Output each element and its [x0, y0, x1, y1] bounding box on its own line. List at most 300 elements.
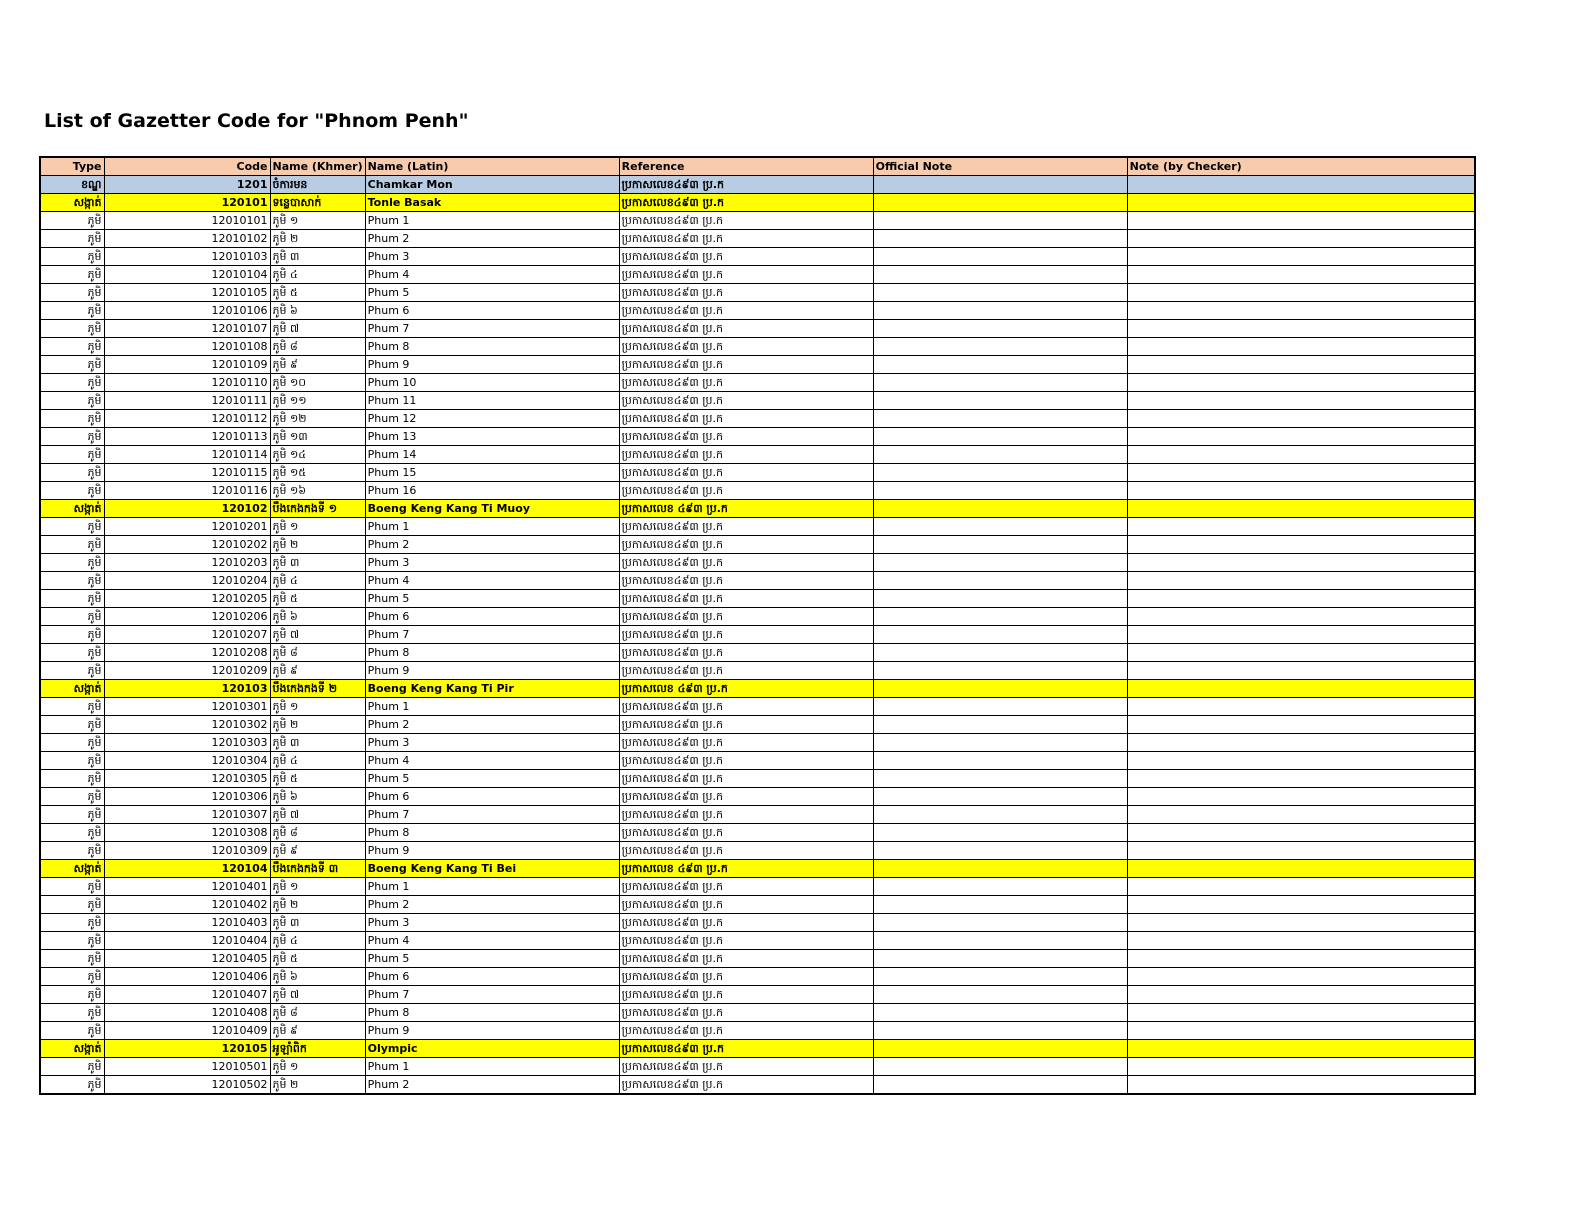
cell-official-note	[873, 374, 1127, 392]
cell-name-khmer: ភូមិ ១	[270, 1058, 365, 1076]
cell-checker-note	[1127, 410, 1475, 428]
cell-name-latin: Phum 1	[365, 212, 619, 230]
cell-code: 12010202	[104, 536, 270, 554]
cell-checker-note	[1127, 302, 1475, 320]
cell-checker-note	[1127, 1022, 1475, 1040]
header-official-note: Official Note	[873, 157, 1127, 176]
cell-type: ភូមិ	[40, 284, 104, 302]
cell-reference: ប្រកាសលេខ៤៩៣ ប្រ.ក	[619, 788, 873, 806]
cell-official-note	[873, 356, 1127, 374]
village-row	[40, 608, 1475, 626]
cell-type: សង្កាត់	[40, 680, 104, 698]
cell-checker-note	[1127, 428, 1475, 446]
cell-checker-note	[1127, 482, 1475, 500]
cell-name-latin: Phum 12	[365, 410, 619, 428]
cell-reference: ប្រកាសលេខ ៤៩៣ ប្រ.ក	[619, 860, 873, 878]
village-row	[40, 518, 1475, 536]
cell-checker-note	[1127, 500, 1475, 518]
cell-name-khmer: ភូមិ ១០	[270, 374, 365, 392]
cell-checker-note	[1127, 896, 1475, 914]
cell-checker-note	[1127, 446, 1475, 464]
cell-official-note	[873, 680, 1127, 698]
cell-type: ភូមិ	[40, 770, 104, 788]
cell-checker-note	[1127, 212, 1475, 230]
cell-official-note	[873, 230, 1127, 248]
village-row	[40, 698, 1475, 716]
cell-checker-note	[1127, 1004, 1475, 1022]
cell-name-latin: Phum 2	[365, 536, 619, 554]
cell-code: 12010206	[104, 608, 270, 626]
cell-checker-note	[1127, 284, 1475, 302]
cell-type: ភូមិ	[40, 212, 104, 230]
cell-code: 12010205	[104, 590, 270, 608]
cell-name-latin: Phum 6	[365, 788, 619, 806]
cell-checker-note	[1127, 608, 1475, 626]
village-row	[40, 482, 1475, 500]
cell-name-khmer: ភូមិ ២	[270, 230, 365, 248]
cell-name-latin: Phum 9	[365, 1022, 619, 1040]
cell-checker-note	[1127, 662, 1475, 680]
village-row	[40, 284, 1475, 302]
cell-code: 1201	[104, 176, 270, 194]
village-row	[40, 356, 1475, 374]
cell-type: ភូមិ	[40, 752, 104, 770]
cell-code: 12010401	[104, 878, 270, 896]
cell-name-khmer: អូឡាំពិក	[270, 1040, 365, 1058]
cell-checker-note	[1127, 752, 1475, 770]
cell-name-latin: Phum 6	[365, 968, 619, 986]
cell-name-latin: Phum 2	[365, 1076, 619, 1095]
cell-official-note	[873, 1004, 1127, 1022]
cell-code: 12010104	[104, 266, 270, 284]
village-row	[40, 842, 1475, 860]
cell-code: 12010115	[104, 464, 270, 482]
village-row	[40, 896, 1475, 914]
cell-checker-note	[1127, 464, 1475, 482]
cell-checker-note	[1127, 230, 1475, 248]
cell-reference: ប្រកាសលេខ៤៩៣ ប្រ.ក	[619, 482, 873, 500]
cell-code: 12010404	[104, 932, 270, 950]
cell-code: 12010112	[104, 410, 270, 428]
cell-name-latin: Phum 9	[365, 356, 619, 374]
cell-reference: ប្រកាសលេខ៤៩៣ ប្រ.ក	[619, 338, 873, 356]
village-row	[40, 950, 1475, 968]
cell-code: 12010203	[104, 554, 270, 572]
cell-name-khmer: ភូមិ ៧	[270, 320, 365, 338]
cell-name-khmer: បឹងកេងកងទី ២	[270, 680, 365, 698]
cell-type: ភូមិ	[40, 392, 104, 410]
cell-checker-note	[1127, 770, 1475, 788]
cell-reference: ប្រកាសលេខ៤៩៣ ប្រ.ក	[619, 176, 873, 194]
header-name-khmer: Name (Khmer)	[270, 157, 365, 176]
village-row	[40, 212, 1475, 230]
cell-reference: ប្រកាសលេខ៤៩៣ ប្រ.ក	[619, 968, 873, 986]
cell-type: សង្កាត់	[40, 860, 104, 878]
cell-name-khmer: ភូមិ ៣	[270, 248, 365, 266]
cell-official-note	[873, 536, 1127, 554]
cell-checker-note	[1127, 716, 1475, 734]
cell-name-khmer: ភូមិ ៥	[270, 590, 365, 608]
cell-type: ភូមិ	[40, 626, 104, 644]
cell-type: ភូមិ	[40, 878, 104, 896]
cell-name-latin: Phum 5	[365, 950, 619, 968]
cell-reference: ប្រកាសលេខ៤៩៣ ប្រ.ក	[619, 644, 873, 662]
village-row	[40, 554, 1475, 572]
village-row	[40, 320, 1475, 338]
commune-row	[40, 680, 1475, 698]
village-row	[40, 968, 1475, 986]
cell-name-khmer: ភូមិ ១៣	[270, 428, 365, 446]
cell-name-khmer: ភូមិ ១៦	[270, 482, 365, 500]
cell-name-latin: Phum 4	[365, 266, 619, 284]
cell-reference: ប្រកាសលេខ៤៩៣ ប្រ.ក	[619, 572, 873, 590]
cell-reference: ប្រកាសលេខ៤៩៣ ប្រ.ក	[619, 356, 873, 374]
cell-official-note	[873, 1058, 1127, 1076]
cell-reference: ប្រកាសលេខ៤៩៣ ប្រ.ក	[619, 1022, 873, 1040]
cell-code: 12010111	[104, 392, 270, 410]
cell-checker-note	[1127, 194, 1475, 212]
cell-name-latin: Phum 7	[365, 626, 619, 644]
cell-type: ភូមិ	[40, 806, 104, 824]
cell-name-latin: Chamkar Mon	[365, 176, 619, 194]
cell-code: 12010102	[104, 230, 270, 248]
cell-name-latin: Olympic	[365, 1040, 619, 1058]
cell-reference: ប្រកាសលេខ៤៩៣ ប្រ.ក	[619, 212, 873, 230]
table-body	[40, 176, 1475, 1095]
cell-code: 12010303	[104, 734, 270, 752]
cell-official-note	[873, 338, 1127, 356]
cell-name-latin: Phum 9	[365, 842, 619, 860]
village-row	[40, 338, 1475, 356]
cell-code: 12010305	[104, 770, 270, 788]
cell-official-note	[873, 1022, 1127, 1040]
cell-official-note	[873, 968, 1127, 986]
cell-checker-note	[1127, 266, 1475, 284]
cell-name-khmer: ភូមិ ៥	[270, 284, 365, 302]
cell-reference: ប្រកាសលេខ៤៩៣ ប្រ.ក	[619, 428, 873, 446]
cell-reference: ប្រកាសលេខ ៤៩៣ ប្រ.ក	[619, 500, 873, 518]
cell-code: 12010502	[104, 1076, 270, 1095]
cell-reference: ប្រកាសលេខ៤៩៣ ប្រ.ក	[619, 824, 873, 842]
cell-code: 12010209	[104, 662, 270, 680]
cell-type: ភូមិ	[40, 248, 104, 266]
village-row	[40, 410, 1475, 428]
cell-official-note	[873, 788, 1127, 806]
cell-name-khmer: ភូមិ ៤	[270, 266, 365, 284]
cell-official-note	[873, 824, 1127, 842]
cell-code: 12010106	[104, 302, 270, 320]
cell-code: 120105	[104, 1040, 270, 1058]
cell-reference: ប្រកាសលេខ៤៩៣ ប្រ.ក	[619, 896, 873, 914]
cell-checker-note	[1127, 1040, 1475, 1058]
cell-reference: ប្រកាសលេខ៤៩៣ ប្រ.ក	[619, 392, 873, 410]
cell-official-note	[873, 698, 1127, 716]
cell-name-khmer: ភូមិ ៦	[270, 968, 365, 986]
cell-name-khmer: ភូមិ ៣	[270, 734, 365, 752]
cell-name-khmer: ភូមិ ៧	[270, 626, 365, 644]
cell-name-latin: Phum 13	[365, 428, 619, 446]
cell-reference: ប្រកាសលេខ៤៩៣ ប្រ.ក	[619, 878, 873, 896]
cell-official-note	[873, 428, 1127, 446]
cell-reference: ប្រកាសលេខ៤៩៣ ប្រ.ក	[619, 986, 873, 1004]
cell-official-note	[873, 662, 1127, 680]
cell-reference: ប្រកាសលេខ៤៩៣ ប្រ.ក	[619, 410, 873, 428]
cell-checker-note	[1127, 356, 1475, 374]
cell-reference: ប្រកាសលេខ៤៩៣ ប្រ.ក	[619, 698, 873, 716]
cell-code: 12010402	[104, 896, 270, 914]
cell-name-khmer: ទន្លេបាសាក់	[270, 194, 365, 212]
gazetteer-table	[39, 156, 1476, 1095]
cell-checker-note	[1127, 248, 1475, 266]
cell-type: ភូមិ	[40, 536, 104, 554]
cell-type: ភូមិ	[40, 662, 104, 680]
cell-checker-note	[1127, 788, 1475, 806]
cell-name-khmer: ភូមិ ៨	[270, 338, 365, 356]
cell-name-latin: Phum 2	[365, 230, 619, 248]
cell-name-latin: Phum 5	[365, 590, 619, 608]
cell-type: ខណ្ឌ	[40, 176, 104, 194]
cell-type: ភូមិ	[40, 896, 104, 914]
cell-name-khmer: ភូមិ ៩	[270, 356, 365, 374]
cell-name-latin: Phum 7	[365, 320, 619, 338]
cell-type: ភូមិ	[40, 698, 104, 716]
cell-name-latin: Phum 10	[365, 374, 619, 392]
cell-name-khmer: ភូមិ ១	[270, 698, 365, 716]
cell-code: 12010113	[104, 428, 270, 446]
cell-name-latin: Phum 5	[365, 284, 619, 302]
cell-reference: ប្រកាសលេខ៤៩៣ ប្រ.ក	[619, 608, 873, 626]
village-row	[40, 806, 1475, 824]
cell-official-note	[873, 392, 1127, 410]
cell-type: ភូមិ	[40, 1076, 104, 1095]
cell-name-khmer: ភូមិ ៨	[270, 824, 365, 842]
cell-name-latin: Boeng Keng Kang Ti Bei	[365, 860, 619, 878]
village-row	[40, 374, 1475, 392]
cell-name-latin: Phum 4	[365, 572, 619, 590]
cell-official-note	[873, 500, 1127, 518]
cell-code: 12010307	[104, 806, 270, 824]
cell-name-khmer: ភូមិ ១	[270, 518, 365, 536]
header-name-latin: Name (Latin)	[365, 157, 619, 176]
cell-code: 12010407	[104, 986, 270, 1004]
cell-reference: ប្រកាសលេខ៤៩៣ ប្រ.ក	[619, 446, 873, 464]
cell-checker-note	[1127, 176, 1475, 194]
village-row	[40, 752, 1475, 770]
village-row	[40, 230, 1475, 248]
cell-name-khmer: ភូមិ ២	[270, 716, 365, 734]
village-row	[40, 914, 1475, 932]
cell-official-note	[873, 986, 1127, 1004]
cell-type: សង្កាត់	[40, 194, 104, 212]
cell-official-note	[873, 284, 1127, 302]
district-row	[40, 176, 1475, 194]
cell-type: ភូមិ	[40, 428, 104, 446]
cell-checker-note	[1127, 320, 1475, 338]
cell-official-note	[873, 590, 1127, 608]
cell-reference: ប្រកាសលេខ៤៩៣ ប្រ.ក	[619, 248, 873, 266]
header-reference: Reference	[619, 157, 873, 176]
village-row	[40, 464, 1475, 482]
cell-reference: ប្រកាសលេខ៤៩៣ ប្រ.ក	[619, 194, 873, 212]
cell-reference: ប្រកាសលេខ៤៩៣ ប្រ.ក	[619, 590, 873, 608]
cell-official-note	[873, 950, 1127, 968]
cell-name-khmer: ភូមិ ៤	[270, 932, 365, 950]
cell-name-khmer: ភូមិ ៦	[270, 608, 365, 626]
cell-official-note	[873, 860, 1127, 878]
cell-name-khmer: ភូមិ ៨	[270, 1004, 365, 1022]
cell-code: 12010403	[104, 914, 270, 932]
cell-type: ភូមិ	[40, 644, 104, 662]
cell-code: 12010114	[104, 446, 270, 464]
cell-name-khmer: ភូមិ ៤	[270, 572, 365, 590]
cell-reference: ប្រកាសលេខ៤៩៣ ប្រ.ក	[619, 806, 873, 824]
cell-code: 12010105	[104, 284, 270, 302]
cell-reference: ប្រកាសលេខ៤៩៣ ប្រ.ក	[619, 770, 873, 788]
cell-official-note	[873, 320, 1127, 338]
cell-official-note	[873, 1076, 1127, 1095]
cell-reference: ប្រកាសលេខ៤៩៣ ប្រ.ក	[619, 536, 873, 554]
cell-reference: ប្រកាសលេខ៤៩៣ ប្រ.ក	[619, 752, 873, 770]
cell-reference: ប្រកាសលេខ៤៩៣ ប្រ.ក	[619, 662, 873, 680]
cell-name-khmer: ភូមិ ១២	[270, 410, 365, 428]
cell-checker-note	[1127, 1076, 1475, 1095]
cell-checker-note	[1127, 680, 1475, 698]
cell-code: 12010110	[104, 374, 270, 392]
village-row	[40, 644, 1475, 662]
cell-name-latin: Phum 3	[365, 734, 619, 752]
cell-name-khmer: ភូមិ ៤	[270, 752, 365, 770]
cell-type: ភូមិ	[40, 320, 104, 338]
cell-name-khmer: ភូមិ ១១	[270, 392, 365, 410]
cell-code: 12010204	[104, 572, 270, 590]
commune-row	[40, 194, 1475, 212]
cell-type: ភូមិ	[40, 1058, 104, 1076]
cell-name-latin: Phum 3	[365, 248, 619, 266]
cell-checker-note	[1127, 374, 1475, 392]
cell-reference: ប្រកាសលេខ៤៩៣ ប្រ.ក	[619, 554, 873, 572]
cell-name-latin: Phum 15	[365, 464, 619, 482]
village-row	[40, 662, 1475, 680]
cell-type: ភូមិ	[40, 464, 104, 482]
cell-type: ភូមិ	[40, 608, 104, 626]
cell-name-latin: Phum 7	[365, 806, 619, 824]
cell-official-note	[873, 1040, 1127, 1058]
cell-checker-note	[1127, 950, 1475, 968]
header-checker-note: Note (by Checker)	[1127, 157, 1475, 176]
cell-type: ភូមិ	[40, 842, 104, 860]
cell-type: ភូមិ	[40, 554, 104, 572]
cell-official-note	[873, 626, 1127, 644]
cell-code: 12010201	[104, 518, 270, 536]
cell-code: 12010309	[104, 842, 270, 860]
cell-name-khmer: ភូមិ ២	[270, 896, 365, 914]
cell-type: ភូមិ	[40, 986, 104, 1004]
cell-code: 12010208	[104, 644, 270, 662]
cell-checker-note	[1127, 536, 1475, 554]
village-row	[40, 1058, 1475, 1076]
cell-type: ភូមិ	[40, 482, 104, 500]
cell-reference: ប្រកាសលេខ៤៩៣ ប្រ.ក	[619, 320, 873, 338]
cell-checker-note	[1127, 914, 1475, 932]
cell-type: ភូមិ	[40, 1022, 104, 1040]
cell-type: ភូមិ	[40, 230, 104, 248]
cell-official-note	[873, 608, 1127, 626]
cell-name-latin: Phum 4	[365, 752, 619, 770]
cell-official-note	[873, 932, 1127, 950]
cell-checker-note	[1127, 734, 1475, 752]
cell-name-khmer: បឹងកេងកងទី ៣	[270, 860, 365, 878]
cell-reference: ប្រកាសលេខ៤៩៣ ប្រ.ក	[619, 932, 873, 950]
cell-checker-note	[1127, 968, 1475, 986]
cell-official-note	[873, 572, 1127, 590]
cell-official-note	[873, 878, 1127, 896]
cell-name-khmer: បឹងកេងកងទី ១	[270, 500, 365, 518]
cell-name-khmer: ភូមិ ២	[270, 1076, 365, 1095]
village-row	[40, 770, 1475, 788]
village-row	[40, 536, 1475, 554]
cell-checker-note	[1127, 518, 1475, 536]
cell-type: ភូមិ	[40, 716, 104, 734]
cell-reference: ប្រកាសលេខ៤៩៣ ប្រ.ក	[619, 302, 873, 320]
cell-name-latin: Phum 1	[365, 698, 619, 716]
cell-code: 120102	[104, 500, 270, 518]
cell-official-note	[873, 518, 1127, 536]
cell-type: ភូមិ	[40, 824, 104, 842]
cell-name-latin: Phum 1	[365, 1058, 619, 1076]
cell-type: ភូមិ	[40, 950, 104, 968]
cell-reference: ប្រកាសលេខ៤៩៣ ប្រ.ក	[619, 1076, 873, 1095]
cell-official-note	[873, 842, 1127, 860]
village-row	[40, 878, 1475, 896]
cell-name-khmer: ភូមិ ៦	[270, 788, 365, 806]
cell-code: 12010107	[104, 320, 270, 338]
cell-name-khmer: ភូមិ ៩	[270, 662, 365, 680]
village-row	[40, 446, 1475, 464]
cell-official-note	[873, 194, 1127, 212]
village-row	[40, 302, 1475, 320]
commune-row	[40, 500, 1475, 518]
cell-name-khmer: ភូមិ ១	[270, 212, 365, 230]
cell-name-khmer: ភូមិ ១	[270, 878, 365, 896]
cell-name-latin: Tonle Basak	[365, 194, 619, 212]
header-code: Code	[104, 157, 270, 176]
cell-name-khmer: ភូមិ ៩	[270, 1022, 365, 1040]
cell-name-latin: Phum 1	[365, 518, 619, 536]
cell-code: 12010116	[104, 482, 270, 500]
cell-code: 12010108	[104, 338, 270, 356]
cell-code: 12010408	[104, 1004, 270, 1022]
cell-code: 12010409	[104, 1022, 270, 1040]
cell-name-latin: Phum 8	[365, 338, 619, 356]
cell-name-latin: Phum 4	[365, 932, 619, 950]
cell-checker-note	[1127, 986, 1475, 1004]
cell-official-note	[873, 554, 1127, 572]
cell-official-note	[873, 482, 1127, 500]
cell-name-khmer: ភូមិ ៦	[270, 302, 365, 320]
cell-name-latin: Boeng Keng Kang Ti Pir	[365, 680, 619, 698]
cell-reference: ប្រកាសលេខ៤៩៣ ប្រ.ក	[619, 464, 873, 482]
cell-type: ភូមិ	[40, 968, 104, 986]
cell-name-khmer: ចំការមន	[270, 176, 365, 194]
cell-checker-note	[1127, 698, 1475, 716]
cell-reference: ប្រកាសលេខ៤៩៣ ប្រ.ក	[619, 374, 873, 392]
header-type: Type	[40, 157, 104, 176]
cell-reference: ប្រកាសលេខ៤៩៣ ប្រ.ក	[619, 266, 873, 284]
cell-official-note	[873, 644, 1127, 662]
cell-official-note	[873, 752, 1127, 770]
cell-checker-note	[1127, 932, 1475, 950]
cell-name-latin: Phum 9	[365, 662, 619, 680]
